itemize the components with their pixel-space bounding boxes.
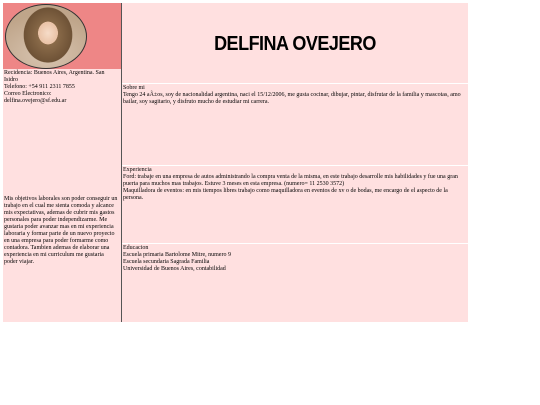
contact-info xyxy=(4,70,120,105)
education-section xyxy=(122,243,468,273)
phone-text: Telefono: +54 911 2311 7855 xyxy=(4,84,75,90)
education-secondary: Escuela secundaria Sagrada Familia xyxy=(123,259,210,265)
main-content xyxy=(122,3,468,322)
profile-photo xyxy=(5,4,87,69)
section-divider xyxy=(122,243,468,244)
education-primary: Escuela primaria Bartolome Mitre, numero 9 xyxy=(123,252,231,258)
email-text: delfina.ovejero@sf.edu.ar xyxy=(4,98,67,104)
about-text: Tengo 24 aÃ±os, soy de nacionalidad argentina, naci el 15/12/2006, me gusta cocinar, dibujar, pintar, disfrutar de la familia y mascotas, amo bailar, soy sagitario, y disfruto mucho de estudiar mi carrera. xyxy=(123,92,461,105)
section-divider xyxy=(122,165,468,166)
experience-section xyxy=(122,165,468,202)
experience-heading: Experiencia xyxy=(123,167,152,173)
about-heading: Sobre mi xyxy=(123,85,145,91)
education-university: Universidad de Buenos Aires, contabilidad xyxy=(123,266,226,272)
education-heading: Educacion xyxy=(123,245,149,251)
objective-text xyxy=(4,196,118,266)
section-divider xyxy=(122,83,468,84)
page-title: DELFINA OVEJERO xyxy=(214,30,376,54)
resume-page xyxy=(3,3,468,322)
email-label: Correo Electronico: xyxy=(4,91,52,97)
sidebar xyxy=(3,3,122,322)
photo-panel xyxy=(3,3,121,69)
about-section xyxy=(122,83,468,106)
objective-paragraph: Mis objetivos laborales son poder conseguir un trabajo en el cual me sienta comoda y alcance mis expectativas, ademas de cubrir mis gastos personales para poder independizarme. Me gustaria poder avanzar mas en mi experiencia laboraria y formar parte de un nuevo proyecto en una empresa para poder formarme como contadora. Tambien ademas de elaborar una experiencia en mi curriculum me gustaria poder viajar. xyxy=(4,196,118,265)
experience-item-makeup: Maquilladora de eventos: en mis tiempos libres trabajo como maquilladora en eventos de xv o de bodas, me encargo de el aspecto de la persona. xyxy=(123,188,448,201)
experience-item-ford: Ford: trabaje en una empresa de autos administrando la compra venta de la misma, en este trabajo desarrolle mis habilidades y fue una gran puerta para muchos mas trabajos. Estuve 3 meses en esta empresa. (numero= 11 2530 3572) xyxy=(123,174,458,187)
residence-text: Recidencia: Buenos Aires, Argentina. San Isidro xyxy=(4,70,105,83)
